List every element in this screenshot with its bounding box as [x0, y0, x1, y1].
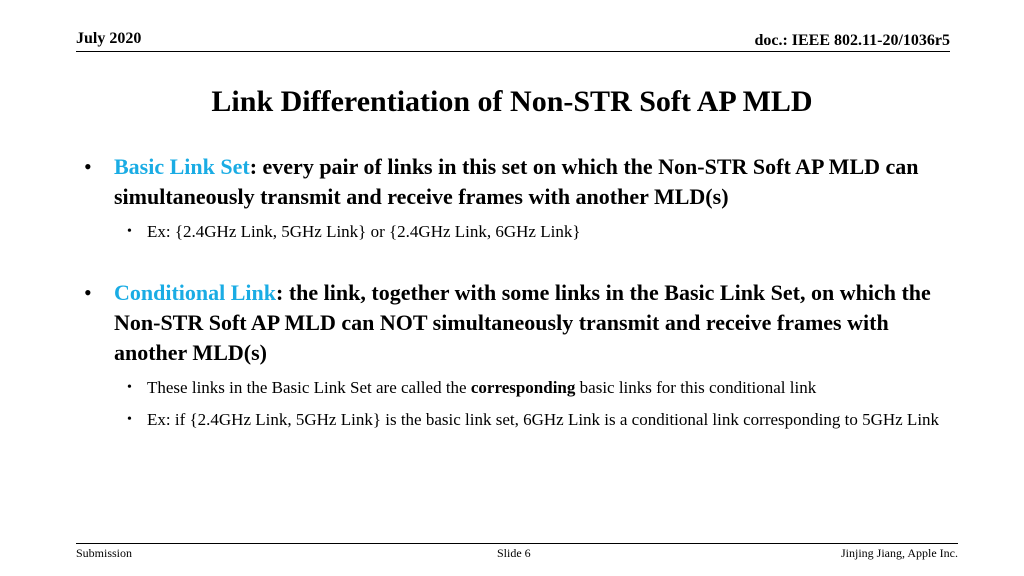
slide-title: Link Differentiation of Non-STR Soft AP MLD [211, 85, 813, 118]
slide-body [80, 152, 940, 432]
sub-bullet-example-conditional [80, 408, 940, 432]
sub-bullet-text-after: basic links for this conditional link [575, 378, 817, 397]
header-date: July 2020 [76, 30, 142, 47]
bullet-dot-icon: • [84, 280, 92, 305]
footer-slide-number: Slide 6 [497, 546, 531, 560]
bullet-dot-icon: • [127, 412, 132, 427]
footer-author: Jinjing Jiang, Apple Inc. [841, 546, 958, 560]
footer-submission: Submission [76, 546, 133, 560]
sub-bullet-text: Ex: {2.4GHz Link, 5GHz Link} or {2.4GHz Link, 6GHz Link} [147, 222, 581, 241]
sub-bullet-bold-term: corresponding [470, 378, 576, 397]
term-basic-link-set: Basic Link Set [114, 154, 250, 179]
bullet-dot-icon: • [127, 224, 132, 239]
sub-bullet-example-basic [80, 220, 940, 244]
bullet-basic-link-set [80, 152, 940, 212]
sub-bullet-text-before: These links in the Basic Link Set are called the [147, 378, 471, 397]
header-divider [76, 51, 950, 52]
bullet-text: : the link, together with some links in the Basic Link Set, on which the Non-STR Soft AP MLD can NOT simultaneously transmit and receive frames with another MLD(s) [114, 280, 931, 365]
bullet-dot-icon: • [127, 380, 132, 395]
sub-bullet-corresponding [80, 376, 940, 400]
term-conditional-link: Conditional Link [114, 280, 277, 305]
header-doc-id: doc.: IEEE 802.11-20/1036r5 [754, 32, 950, 49]
bullet-text: : every pair of links in this set on which the Non-STR Soft AP MLD can simultaneously transmit and receive frames with another MLD(s) [114, 154, 919, 209]
footer-divider [76, 543, 958, 544]
bullet-dot-icon: • [84, 154, 92, 179]
sub-bullet-text: Ex: if {2.4GHz Link, 5GHz Link} is the basic link set, 6GHz Link is a conditional link corresponding to 5GHz Link [147, 410, 940, 429]
bullet-conditional-link [80, 278, 940, 368]
